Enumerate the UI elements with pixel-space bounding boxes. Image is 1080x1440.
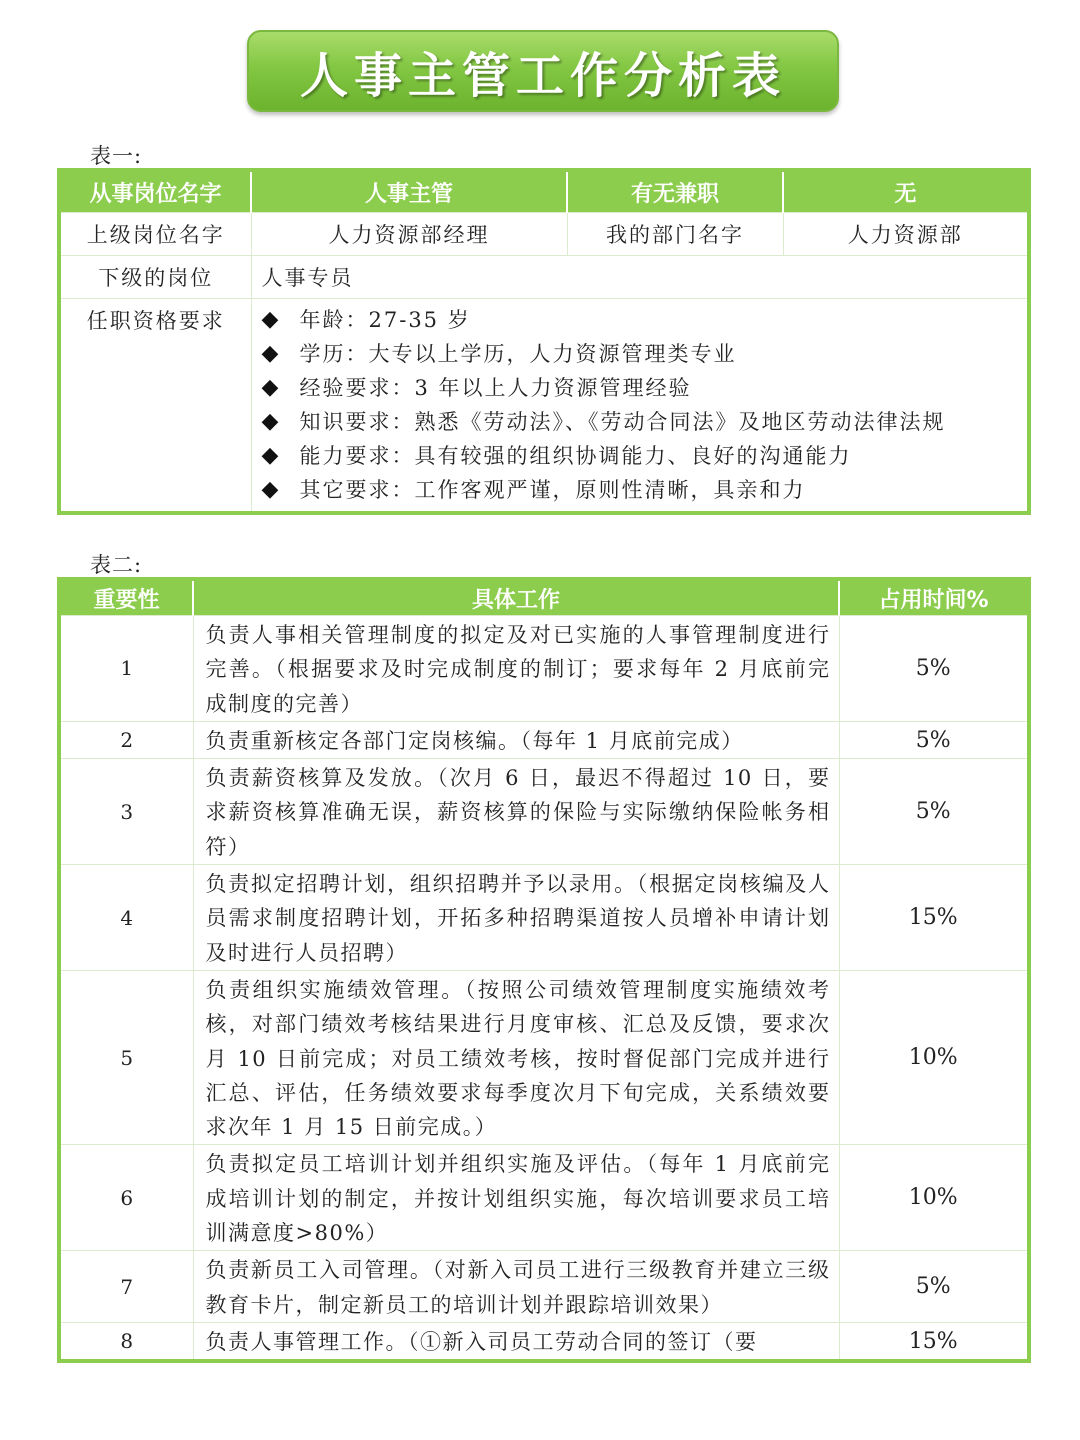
requirements-list [252,299,1028,511]
row-task: 负责人事管理工作。（①新入司员工劳动合同的签订（要 [193,1322,839,1361]
diamond-bullet-icon: ◆ [261,307,281,332]
header-specific-work: 具体工作 [193,579,839,616]
department-label: 我的部门名字 [567,213,783,256]
table-row [59,721,1029,758]
header-position-value: 人事主管 [251,170,567,213]
row-number: 1 [59,616,193,722]
table1-header-row [59,170,1029,213]
header-parttime-label: 有无兼职 [567,170,783,213]
requirements-label: 任职资格要求 [59,299,251,514]
table-row [59,759,1029,865]
row-percent: 5% [839,759,1029,865]
list-item [262,337,1020,371]
list-item [262,473,1020,507]
superior-value: 人力资源部经理 [251,213,567,256]
subordinate-value: 人事专员 [251,256,1029,299]
row-task: 负责薪资核算及发放。（次月 6 日，最迟不得超过 10 日，要求薪资核算准确无误，薪资核算的保险与实际缴纳保险帐务相符） [193,759,839,865]
row-percent: 5% [839,616,1029,722]
diamond-bullet-icon: ◆ [261,409,281,434]
row-number: 6 [59,1145,193,1251]
row-number: 8 [59,1322,193,1361]
diamond-bullet-icon: ◆ [261,375,281,400]
department-value: 人力资源部 [783,213,1029,256]
requirement-text: 其它要求：工作客观严谨，原则性清晰，具亲和力 [299,478,806,502]
diamond-bullet-icon: ◆ [261,341,281,366]
table-row [59,865,1029,971]
row-number: 2 [59,721,193,758]
row-number: 7 [59,1251,193,1323]
row-percent: 10% [839,970,1029,1144]
row-task: 负责拟定员工培训计划并组织实施及评估。（每年 1 月底前完成培训计划的制定，并按计划组织实施，每次培训要求员工培训满意度>80%） [193,1145,839,1251]
requirement-text: 能力要求：具有较强的组织协调能力、良好的沟通能力 [299,444,852,468]
requirement-text: 经验要求：3 年以上人力资源管理经验 [299,376,692,400]
row-number: 4 [59,865,193,971]
row-percent: 5% [839,721,1029,758]
row-task: 负责组织实施绩效管理。（按照公司绩效管理制度实施绩效考核，对部门绩效考核结果进行月度审核、汇总及反馈，要求次月 10 日前完成；对员工绩效考核，按时督促部门完成并进行汇总、评估，任务绩效要求每季度次月下旬完成，关系绩效要求次年 1 月 15 日前完成。） [193,970,839,1144]
row-requirements [59,299,1029,514]
row-percent: 15% [839,1322,1029,1361]
page-title: 人事主管工作分析表 [299,47,786,104]
row-subordinate [59,256,1029,299]
row-number: 3 [59,759,193,865]
header-parttime-value: 无 [783,170,1029,213]
row-task: 负责重新核定各部门定岗核编。（每年 1 月底前完成） [193,721,839,758]
table-row [59,1322,1029,1361]
diamond-bullet-icon: ◆ [261,443,281,468]
header-time-percent: 占用时间% [839,579,1029,616]
row-superior [59,213,1029,256]
table1-caption: 表一: [90,144,143,168]
table-row [59,616,1029,722]
list-item [262,371,1020,405]
requirement-text: 知识要求：熟悉《劳动法》、《劳动合同法》及地区劳动法律法规 [299,410,946,434]
list-item [262,439,1020,473]
subordinate-label: 下级的岗位 [59,256,251,299]
title-banner [247,30,839,112]
table-row [59,970,1029,1144]
diamond-bullet-icon: ◆ [261,477,281,502]
row-task: 负责新员工入司管理。（对新入司员工进行三级教育并建立三级教育卡片，制定新员工的培训计划并跟踪培训效果） [193,1251,839,1323]
row-task: 负责人事相关管理制度的拟定及对已实施的人事管理制度进行完善。（根据要求及时完成制度的制订；要求每年 2 月底前完成制度的完善） [193,616,839,722]
row-task: 负责拟定招聘计划，组织招聘并予以录用。（根据定岗核编及人员需求制度招聘计划，开拓多种招聘渠道按人员增补申请计划及时进行人员招聘） [193,865,839,971]
requirement-text: 学历：大专以上学历，人力资源管理类专业 [299,342,737,366]
table-row [59,1145,1029,1251]
requirements-cell [251,299,1029,514]
header-position-name: 从事岗位名字 [59,170,251,213]
header-importance: 重要性 [59,579,193,616]
row-percent: 5% [839,1251,1029,1323]
row-percent: 10% [839,1145,1029,1251]
row-percent: 15% [839,865,1029,971]
table-row [59,1251,1029,1323]
row-number: 5 [59,970,193,1144]
job-info-table [57,168,1031,515]
list-item [262,303,1020,337]
work-analysis-table [57,577,1031,1363]
requirement-text: 年龄：27-35 岁 [299,308,471,332]
table2-caption: 表二: [90,553,143,577]
table2-header-row [59,579,1029,616]
superior-label: 上级岗位名字 [59,213,251,256]
list-item [262,405,1020,439]
